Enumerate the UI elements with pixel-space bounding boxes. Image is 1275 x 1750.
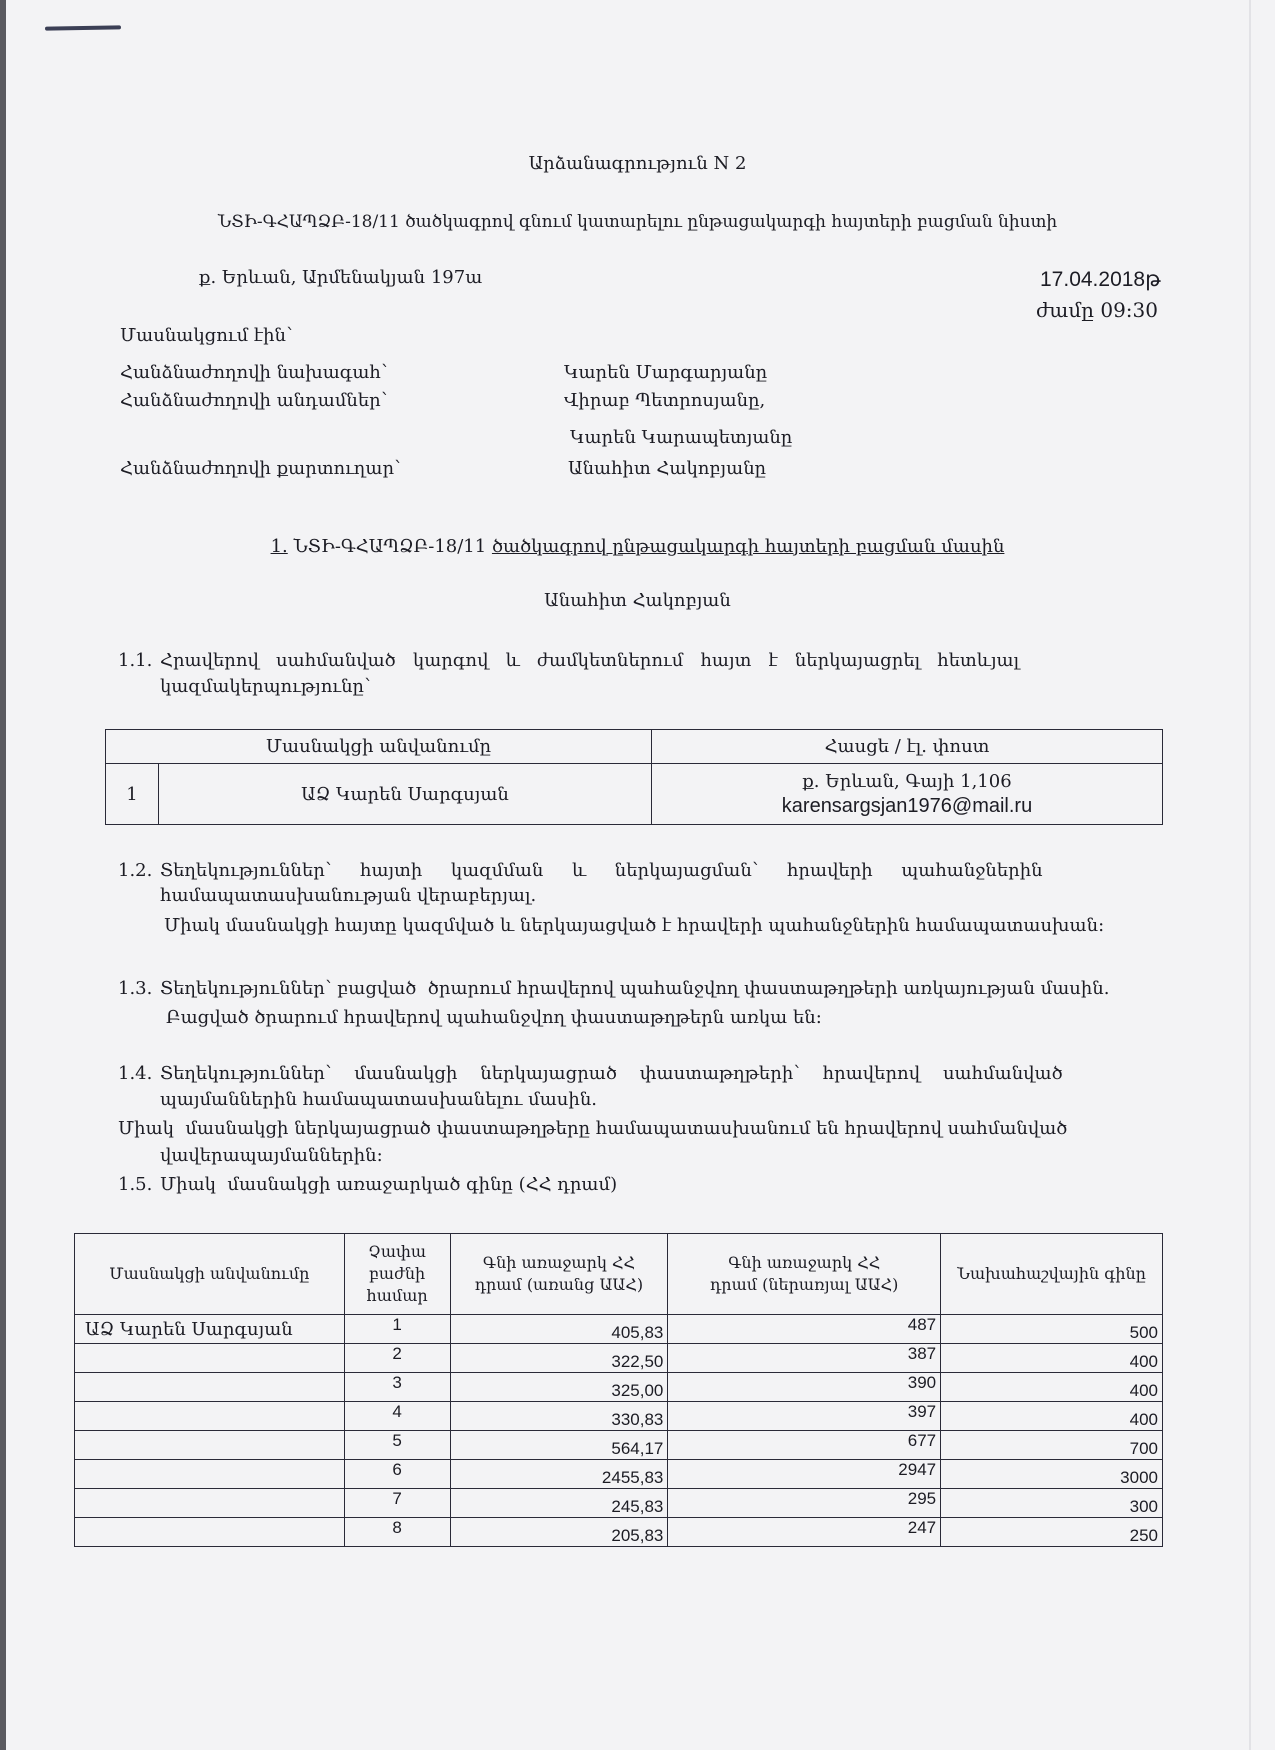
clause-1-5-line1: Միակ մասնակցի առաջարկած գինը (ՀՀ դրամ) bbox=[160, 1174, 618, 1195]
price-row bbox=[75, 1344, 1163, 1373]
location: ք. Երևան, Արմենակյան 197ա bbox=[199, 267, 483, 288]
row-price-with-vat: 295 bbox=[668, 1489, 941, 1518]
clause-1-4-line3: Միակ մասնակցի ներկայացրած փաստաթղթերը համապատասխանում են հրավերով սահմանված bbox=[118, 1118, 1068, 1139]
row-lot-number: 2 bbox=[344, 1344, 450, 1373]
row-estimated-price: 700 bbox=[941, 1431, 1163, 1460]
header-lot-number: Չափա բաժնի համար bbox=[344, 1234, 450, 1315]
secretary-name: Անահիտ Հակոբյանը bbox=[568, 458, 767, 479]
participant-email[interactable]: karensargsjan1976@mail.ru bbox=[781, 795, 1033, 817]
member-1: Վիրաբ Պետրոսյանը, bbox=[564, 390, 766, 411]
header-estimated-price: Նախահաշվային գինը bbox=[941, 1234, 1163, 1315]
price-row bbox=[75, 1402, 1163, 1431]
row-price-without-vat: 245,83 bbox=[450, 1489, 668, 1518]
clause-1-2-line1: Տեղեկություններ՝ հայտի կազմման և ներկայացման՝ հրավերի պահանջներին bbox=[160, 860, 1043, 881]
price-row bbox=[75, 1431, 1163, 1460]
chair-name: Կարեն Մարգարյանը bbox=[564, 362, 768, 383]
clause-1-2-line3: Միակ մասնակցի հայտը կազմված և ներկայացված է հրավերի պահանջներին համապատասխան: bbox=[164, 915, 1105, 936]
row-price-without-vat: 325,00 bbox=[450, 1373, 668, 1402]
header-participant-name: Մասնակցի անվանումը bbox=[106, 730, 652, 764]
row-participant-name bbox=[75, 1489, 345, 1518]
row-participant-name bbox=[75, 1460, 345, 1489]
participants-table-row bbox=[106, 764, 1163, 825]
clause-1-4-line1: Տեղեկություններ՝ մասնակցի ներկայացրած փաստաթղթերի՝ հրավերով սահմանված bbox=[160, 1063, 1063, 1084]
participants-table bbox=[105, 729, 1163, 825]
row-lot-number: 7 bbox=[344, 1489, 450, 1518]
member-2: Կարեն Կարապետյանը bbox=[570, 427, 793, 448]
header-price-without-vat: Գնի առաջարկ ՀՀ դրամ (առանց ԱԱՀ) bbox=[450, 1234, 668, 1315]
clause-1-3-line1: Տեղեկություններ՝ բացված ծրարում հրավերով պահանջվող փաստաթղթերի առկայության մասին. bbox=[160, 978, 1110, 999]
document-subtitle: ՆՏԻ-ԳՀԱՊՁԲ-18/11 ծածկագրով գնում կատարելու ընթացակարգի հայտերի բացման նիստի bbox=[217, 212, 1058, 232]
participant-address: ք. Երևան, Գայի 1,106 bbox=[802, 771, 1012, 792]
header-address-email: Հասցե / էլ. փոստ bbox=[652, 730, 1163, 764]
chair-label: Հանձնաժողովի նախագահ՝ bbox=[120, 362, 388, 383]
clause-1-2-number: 1.2. bbox=[118, 860, 153, 881]
price-row bbox=[75, 1460, 1163, 1489]
section-heading-text: ծածկագրով ընթացակարգի հայտերի բացման մասին bbox=[491, 536, 1005, 557]
clause-1-2-line2: համապատասխանության վերաբերյալ. bbox=[160, 885, 537, 906]
row-lot-number: 1 bbox=[344, 1315, 450, 1344]
row-lot-number: 3 bbox=[344, 1373, 450, 1402]
clause-1-5-number: 1.5. bbox=[118, 1174, 153, 1195]
price-row bbox=[75, 1315, 1163, 1344]
clause-1-1-line2: կազմակերպությունը՝ bbox=[160, 676, 371, 697]
clause-1-4-line4: վավերապայմաններին: bbox=[160, 1145, 383, 1166]
row-price-with-vat: 397 bbox=[668, 1402, 941, 1431]
clause-1-3-number: 1.3. bbox=[118, 978, 153, 999]
document-title: Արձանագրություն N 2 bbox=[528, 153, 747, 174]
row-price-without-vat: 205,83 bbox=[450, 1518, 668, 1547]
section-code: ՆՏԻ-ԳՀԱՊՁԲ-18/11 bbox=[293, 536, 487, 557]
meeting-date: 17.04.2018թ bbox=[1040, 268, 1161, 291]
prices-table-header bbox=[75, 1234, 1163, 1315]
row-lot-number: 8 bbox=[344, 1518, 450, 1547]
participants-table-header bbox=[106, 730, 1163, 764]
row-price-with-vat: 387 bbox=[668, 1344, 941, 1373]
clause-1-1-number: 1.1. bbox=[118, 650, 153, 671]
row-estimated-price: 250 bbox=[941, 1518, 1163, 1547]
row-price-with-vat: 487 bbox=[668, 1315, 941, 1344]
prices-table bbox=[74, 1233, 1163, 1547]
pen-mark bbox=[45, 25, 121, 30]
clause-1-1-line1: Հրավերով սահմանված կարգով և ժամկետներում հայտ է ներկայացրել հետևյալ bbox=[160, 650, 1020, 671]
secretary-label: Հանձնաժողովի քարտուղար՝ bbox=[120, 458, 401, 479]
clause-1-3-line2: Բացված ծրարում հրավերով պահանջվող փաստաթղթերն առկա են: bbox=[166, 1007, 822, 1028]
row-lot-number: 6 bbox=[344, 1460, 450, 1489]
row-estimated-price: 3000 bbox=[941, 1460, 1163, 1489]
row-lot-number: 4 bbox=[344, 1402, 450, 1431]
row-price-without-vat: 405,83 bbox=[450, 1315, 668, 1344]
participant-name: ԱՁ Կարեն Սարգսյան bbox=[159, 764, 652, 825]
row-participant-name: ԱՁ Կարեն Սարգսյան bbox=[75, 1315, 345, 1344]
row-participant-name bbox=[75, 1518, 345, 1547]
section-heading bbox=[0, 536, 1275, 557]
price-row bbox=[75, 1373, 1163, 1402]
row-price-with-vat: 390 bbox=[668, 1373, 941, 1402]
header-participant: Մասնակցի անվանումը bbox=[75, 1234, 345, 1315]
row-participant-name bbox=[75, 1373, 345, 1402]
scan-edge-right bbox=[1249, 0, 1251, 1750]
header-price-with-vat: Գնի առաջարկ ՀՀ դրամ (ներառյալ ԱԱՀ) bbox=[668, 1234, 941, 1315]
meeting-time: ժամը 09:30 bbox=[1036, 298, 1158, 322]
section-number: 1. bbox=[270, 536, 288, 557]
scan-edge-left bbox=[0, 0, 6, 1750]
row-price-without-vat: 2455,83 bbox=[450, 1460, 668, 1489]
row-price-without-vat: 322,50 bbox=[450, 1344, 668, 1373]
row-estimated-price: 500 bbox=[941, 1315, 1163, 1344]
clause-1-4-number: 1.4. bbox=[118, 1063, 153, 1084]
row-participant-name bbox=[75, 1402, 345, 1431]
row-participant-name bbox=[75, 1344, 345, 1373]
row-price-without-vat: 564,17 bbox=[450, 1431, 668, 1460]
row-participant-name bbox=[75, 1431, 345, 1460]
attendees-intro: Մասնակցում էին՝ bbox=[120, 325, 293, 346]
price-row bbox=[75, 1489, 1163, 1518]
row-estimated-price: 400 bbox=[941, 1402, 1163, 1431]
members-label: Հանձնաժողովի անդամներ՝ bbox=[120, 390, 388, 411]
row-estimated-price: 300 bbox=[941, 1489, 1163, 1518]
row-lot-number: 5 bbox=[344, 1431, 450, 1460]
speaker-name: Անահիտ Հակոբյան bbox=[544, 590, 731, 611]
price-row bbox=[75, 1518, 1163, 1547]
row-estimated-price: 400 bbox=[941, 1373, 1163, 1402]
participant-contact bbox=[652, 764, 1163, 825]
row-price-with-vat: 247 bbox=[668, 1518, 941, 1547]
participant-index: 1 bbox=[106, 764, 159, 825]
row-price-with-vat: 677 bbox=[668, 1431, 941, 1460]
clause-1-4-line2: պայմաններին համապատասխանելու մասին. bbox=[160, 1089, 597, 1110]
row-estimated-price: 400 bbox=[941, 1344, 1163, 1373]
row-price-without-vat: 330,83 bbox=[450, 1402, 668, 1431]
row-price-with-vat: 2947 bbox=[668, 1460, 941, 1489]
